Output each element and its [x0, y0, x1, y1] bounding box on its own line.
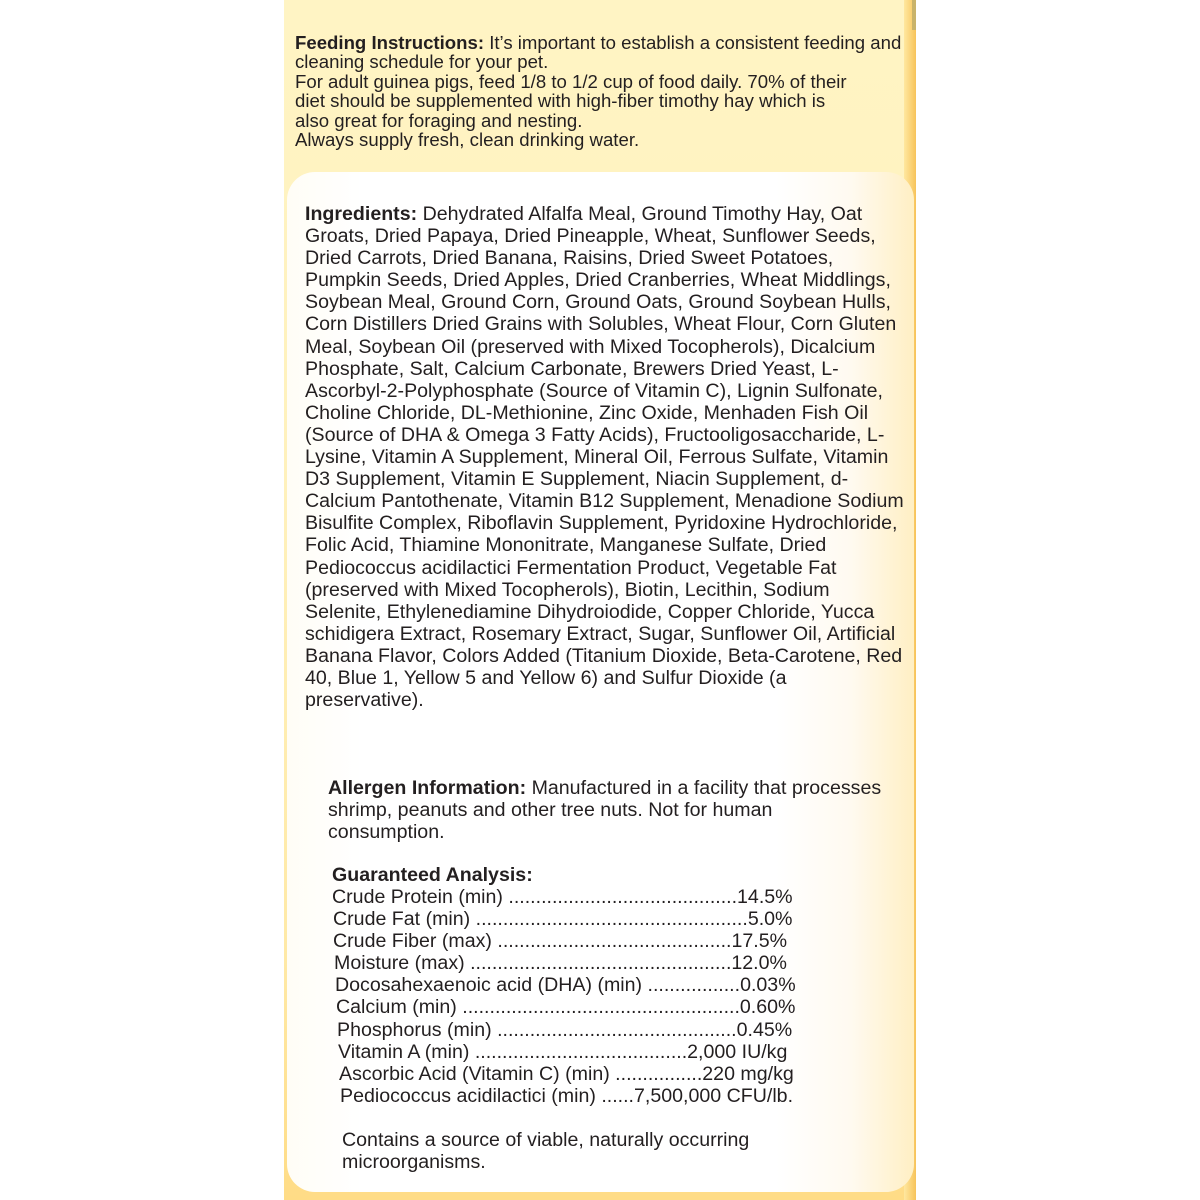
- analysis-row: Crude Fat (min) ..................................................5.0%: [333, 908, 793, 931]
- analysis-row: Phosphorus (min) ............................................0.45%: [337, 1018, 793, 1041]
- allergen-text: Manufactured in a facility that processes shrimp, peanuts and other tree nuts. Not for human consumption.: [328, 777, 882, 844]
- feeding-line: diet should be supplemented with high-fiber timothy hay which is: [295, 90, 826, 112]
- ingredients-text: Dehydrated Alfalfa Meal, Ground Timothy Hay, Oat Groats, Dried Papaya, Dried Pineapple, Wheat, Sunflower Seeds, Dried Carrots, Dried Banana, Raisins, Dried Sweet Potatoes, Pumpkin Seeds, Dried Apples, Dried Cranberries, Wheat Middlings, Soybean Meal, Ground Corn, Ground Oats, Ground Soybean Hulls, Corn Distillers Dried Grains with Solubles, Wheat Flour, Corn Gluten Meal, Soybean Oil (preserved with Mixed Tocopherols), Dicalcium Phosphate, Salt, Calcium Carbonate, Brewers Dried Yeast, L-Ascorbyl-2-Polyphosphate (Source of Vitamin C), Lignin Sulfonate, Choline Chloride, DL-Methionine, Zinc Oxide, Menhaden Fish Oil (Source of DHA & Omega 3 Fatty Acids), Fructooligosaccharide, L-Lysine, Vitamin A Supplement, Mineral Oil, Ferrous Sulfate, Vitamin D3 Supplement, Vitamin E Supplement, Niacin Supplement, d-Calcium Pantothenate, Vitamin B12 Supplement, Menadione Sodium Bisulfite Complex, Riboflavin Supplement, Pyridoxine Hydrochloride, Folic Acid, Thiamine Mononitrate, Manganese Sulfate, Dried Pediococcus acidilactici Fermentation Product, Vegetable Fat (preserved with Mixed Tocopherols), Biotin, Lecithin, Sodium Selenite, Ethylenediamine Dihydroiodide, Copper Chloride, Yucca schidigera Extract, Rosemary Extract, Sugar, Sunflower Oil, Artificial Banana Flavor, Colors Added (Titanium Dioxide, Beta-Carotene, Red 40, Blue 1, Yellow 5 and Yellow 6) and Sulfur Dioxide (a preservative).: [305, 203, 904, 712]
- ingredients-section: [305, 203, 905, 711]
- analysis-row: Docosahexaenoic acid (DHA) (min) .................0.03%: [335, 974, 796, 997]
- feeding-intro-text: It’s important to establish a consistent feeding and cleaning schedule for your pet.: [295, 32, 902, 73]
- analysis-row: Ascorbic Acid (Vitamin C) (min) ................220 mg/kg: [339, 1062, 794, 1085]
- viable-microorganisms-note: Contains a source of viable, naturally occurring microorganisms.: [342, 1129, 750, 1174]
- guaranteed-analysis-list: [332, 886, 852, 1107]
- feeding-line: Always supply fresh, clean drinking water.: [295, 129, 640, 151]
- analysis-row: Moisture (max) ................................................12.0%: [334, 952, 787, 975]
- feeding-heading: Feeding Instructions:: [295, 32, 485, 53]
- allergen-heading: Allergen Information:: [328, 777, 527, 799]
- analysis-row: Pediococcus acidilactici (min) ......7,500,000 CFU/lb.: [340, 1084, 794, 1107]
- analysis-row: Crude Fiber (max) ...........................................17.5%: [333, 930, 788, 953]
- panel-edge-mark: [912, 0, 916, 30]
- nutrition-info-panel: [287, 172, 914, 1192]
- analysis-row: Calcium (min) ...................................................0.60%: [336, 996, 796, 1019]
- product-label-panel: [284, 0, 916, 1200]
- feeding-instructions: [295, 33, 915, 149]
- feeding-line: also great for foraging and nesting.: [295, 109, 583, 131]
- allergen-section: [328, 777, 888, 843]
- analysis-row: Crude Protein (min) ..........................................14.5%: [332, 886, 793, 908]
- feeding-intro: [295, 33, 915, 72]
- analysis-heading: Guaranteed Analysis:: [332, 864, 533, 886]
- ingredients-heading: Ingredients:: [305, 203, 418, 225]
- analysis-row: Vitamin A (min) .......................................2,000 IU/kg: [338, 1040, 788, 1063]
- feeding-line: For adult guinea pigs, feed 1/8 to 1/2 cup of food daily. 70% of their: [295, 70, 847, 92]
